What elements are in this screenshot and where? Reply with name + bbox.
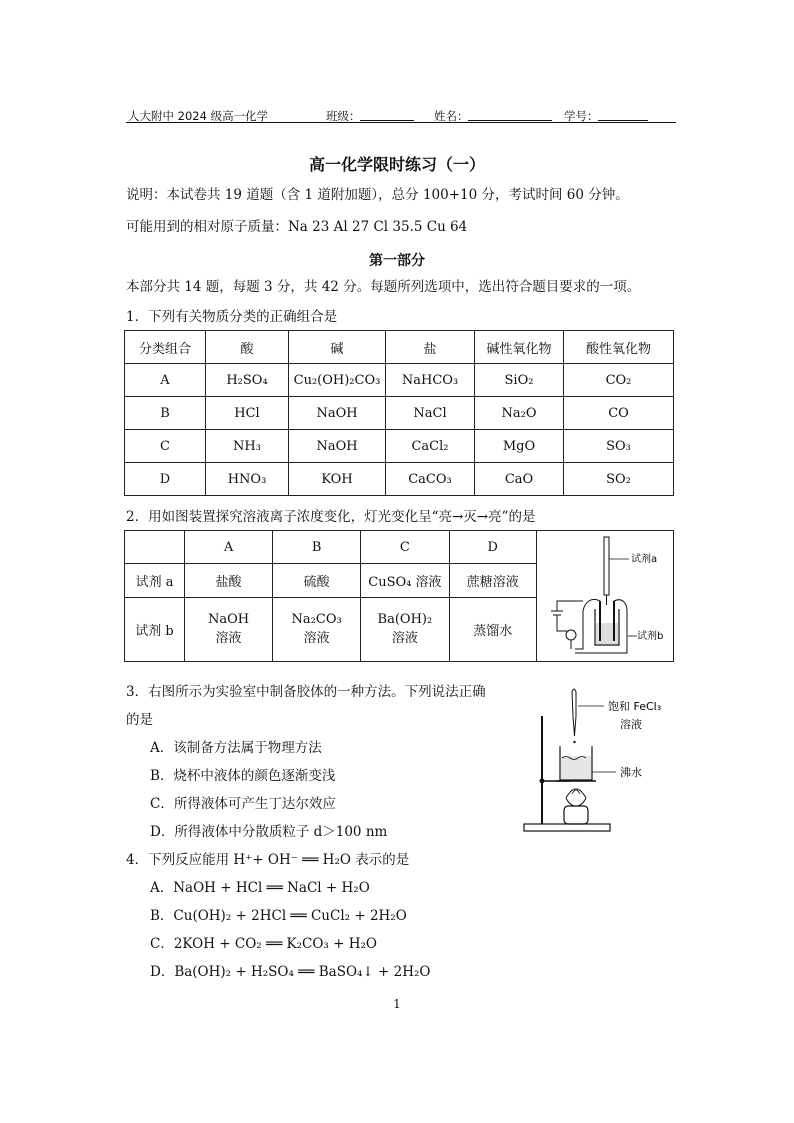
q4-option-a[interactable]: A．NaOH + HCl ══ NaCl + H₂O: [150, 880, 370, 896]
table-cell: HCl: [206, 397, 289, 430]
table-cell: [273, 597, 361, 662]
header-cell: 碱性氧化物: [475, 331, 564, 364]
table-cell: [449, 597, 536, 662]
table-cell: NH₃: [206, 430, 289, 463]
q1-table: [124, 330, 674, 496]
q3-option-a[interactable]: A．该制备方法属于物理方法: [150, 740, 322, 756]
table-cell: KOH: [289, 463, 386, 496]
table-cell: CaCO₃: [386, 463, 475, 496]
reagent-b-label: 试剂b: [637, 631, 664, 642]
row-label: 试剂 b: [125, 597, 185, 662]
table-cell: A: [125, 364, 206, 397]
table-header-row: [125, 531, 674, 564]
table-row: [125, 430, 674, 463]
table-cell: SO₂: [564, 463, 674, 496]
conductivity-apparatus-figure: [537, 531, 673, 661]
table-row: [125, 397, 674, 430]
header-cell: 碱: [289, 331, 386, 364]
table-cell: Na₂O: [475, 397, 564, 430]
table-cell: 蔗糖溶液: [449, 564, 536, 597]
q4-stem: 4．下列反应能用 H⁺+ OH⁻ ══ H₂O 表示的是: [126, 852, 410, 868]
table-cell: SiO₂: [475, 364, 564, 397]
table-cell: Cu₂(OH)₂CO₃: [289, 364, 386, 397]
table-cell: CaO: [475, 463, 564, 496]
table-cell: CO₂: [564, 364, 674, 397]
q3-option-c[interactable]: C．所得液体可产生丁达尔效应: [150, 796, 336, 812]
q4-option-b[interactable]: B．Cu(OH)₂ + 2HCl ══ CuCl₂ + 2H₂O: [150, 908, 407, 924]
table-cell: [361, 597, 449, 662]
page-title: 高一化学限时练习（一）: [308, 155, 485, 174]
q1-stem: 1．下列有关物质分类的正确组合是: [126, 309, 338, 325]
table-cell: CO: [564, 397, 674, 430]
header-cell: A: [185, 531, 273, 564]
header-cell: 酸性氧化物: [564, 331, 674, 364]
cell-line: 溶液: [303, 631, 330, 647]
table-cell: CaCl₂: [386, 430, 475, 463]
table-cell: NaCl: [386, 397, 475, 430]
table-cell: NaHCO₃: [386, 364, 475, 397]
header-cell: D: [449, 531, 536, 564]
exam-note: 说明：本试卷共 19 道题（含 1 道附加题），总分 100+10 分，考试时间 60 分钟。: [126, 187, 629, 203]
name-label: 姓名：: [434, 109, 469, 123]
cell-line: Ba(OH)₂: [377, 612, 433, 628]
q4-option-d[interactable]: D．Ba(OH)₂ + H₂SO₄ ══ BaSO₄↓ + 2H₂O: [150, 964, 431, 980]
boiling-water-label: 沸水: [620, 766, 642, 779]
solution-label: 溶液: [620, 718, 642, 731]
page-number: 1: [393, 997, 401, 1011]
table-cell: SO₃: [564, 430, 674, 463]
table-cell: CuSO₄ 溶液: [361, 564, 449, 597]
table-cell: B: [125, 397, 206, 430]
table-cell: 硫酸: [273, 564, 361, 597]
table-cell: MgO: [475, 430, 564, 463]
cell-line: Na₂CO₃: [291, 612, 342, 628]
q3-stem-line1: 3．右图所示为实验室中制备胶体的一种方法。下列说法正确: [126, 684, 486, 700]
table-cell: [185, 597, 273, 662]
row-label: 试剂 a: [125, 564, 185, 597]
school-course: 人大附中 2024 级高一化学: [128, 109, 269, 123]
id-label: 学号：: [564, 109, 599, 123]
colloid-setup-figure: [520, 686, 690, 836]
header-cell: 盐: [386, 331, 475, 364]
part-instructions: 本部分共 14 题，每题 3 分，共 42 分。每题所列选项中，选出符合题目要求的一项。: [126, 279, 641, 295]
q4-option-c[interactable]: C．2KOH + CO₂ ══ K₂CO₃ + H₂O: [150, 936, 377, 952]
cell-line: NaOH: [207, 612, 250, 628]
fecl3-label: 饱和 FeCl₃: [608, 700, 662, 713]
class-label: 班级：: [326, 109, 361, 123]
cell-line: 溶液: [215, 631, 242, 647]
table-header-row: [125, 331, 674, 364]
q2-stem: 2．用如图装置探究溶液离子浓度变化，灯光变化呈“亮→灭→亮”的是: [126, 509, 536, 525]
table-row: [125, 364, 674, 397]
reagent-a-label: 试剂a: [631, 554, 658, 565]
name-blank[interactable]: [468, 108, 552, 121]
id-blank[interactable]: [598, 108, 648, 121]
header-cell: B: [273, 531, 361, 564]
q2-table: [124, 530, 674, 662]
table-cell: D: [125, 463, 206, 496]
header-rule: [126, 122, 676, 123]
q3-option-b[interactable]: B．烧杯中液体的颜色逐渐变浅: [150, 768, 336, 784]
class-blank[interactable]: [360, 108, 414, 121]
q3-option-d[interactable]: D．所得液体中分散质粒子 d＞100 nm: [150, 824, 388, 840]
cell-line: 蒸馏水: [473, 623, 513, 639]
atomic-masses: 可能用到的相对原子质量：Na 23 Al 27 Cl 35.5 Cu 64: [126, 219, 468, 235]
part-heading: 第一部分: [369, 253, 425, 269]
table-cell: NaOH: [289, 397, 386, 430]
table-cell: 盐酸: [185, 564, 273, 597]
apparatus-figure-cell: [537, 531, 674, 662]
header-cell: [125, 531, 185, 564]
table-row: [125, 463, 674, 496]
table-cell: C: [125, 430, 206, 463]
table-cell: NaOH: [289, 430, 386, 463]
header-cell: 酸: [206, 331, 289, 364]
header-cell: 分类组合: [125, 331, 206, 364]
q3-stem-line2: 的是: [126, 712, 153, 728]
table-cell: H₂SO₄: [206, 364, 289, 397]
cell-line: 溶液: [391, 631, 418, 647]
table-cell: HNO₃: [206, 463, 289, 496]
header-cell: C: [361, 531, 449, 564]
